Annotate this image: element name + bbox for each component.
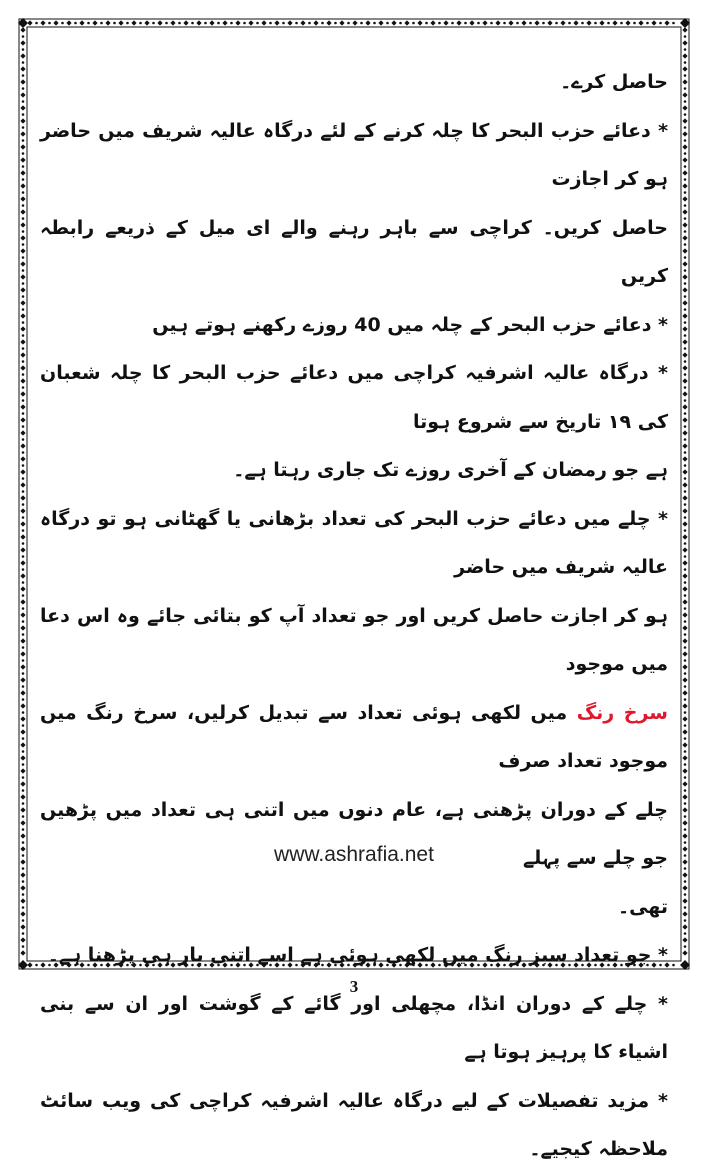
text-line: * چلے کے دوران انڈا، مچھلی اور گائے کے گوشت اور ان سے بنی اشیاء کا پرہیز ہوتا ہے (40, 992, 668, 1063)
text-line: حاصل کریں۔ کراچی سے باہر رہنے والے ای میل کے ذریعے رابطہ کریں (40, 216, 668, 287)
text-line: ہو کر اجازت حاصل کریں اور جو تعداد آپ کو بتائی جائے وہ اس دعا میں موجود (40, 604, 668, 675)
text-line: حاصل کرے۔ (560, 71, 668, 93)
text-line: * دعائے حزب البحر کے چلہ میں 40 روزے رکھنے ہوتے ہیں (152, 313, 668, 336)
text-line: چلے کے دوران پڑھنی ہے، عام دنوں میں اتنی ہی تعداد میں پڑھیں جو چلے سے پہلے (40, 798, 668, 869)
text-line: * مزید تفصیلات کے لیے درگاہ عالیہ اشرفیہ کراچی کی ویب سائٹ ملاحظہ کیجیے۔ (40, 1089, 668, 1160)
text-line: تھی۔ (617, 895, 668, 918)
website-url[interactable]: www.ashrafia.net (274, 843, 434, 866)
text-line: * جو تعداد سبز رنگ میں لکھی ہوئی ہے اسے اتنی بار ہی پڑھنا ہے۔ (47, 944, 668, 966)
body-text (40, 58, 668, 1174)
red-color-label: سرخ رنگ (576, 701, 668, 724)
text-line-rest: میں لکھی ہوئی تعداد سے تبدیل کرلیں، سرخ رنگ میں موجود تعداد صرف (40, 701, 668, 772)
text-line: ہے جو رمضان کے آخری روزے تک جاری رہتا ہے۔ (233, 459, 668, 481)
text-line: * چلے میں دعائے حزب البحر کی تعداد بڑھانی یا گھٹانی ہو تو درگاہ عالیہ شریف میں حاضر (40, 507, 668, 578)
text-line-with-highlight (40, 689, 668, 786)
page-number: 3 (349, 977, 359, 996)
text-line: * درگاہ عالیہ اشرفیہ کراچی میں دعائے حزب البحر کا چلہ شعبان کی ۱۹ تاریخ سے شروع ہوتا (40, 362, 668, 433)
text-line: * دعائے حزب البحر کا چلہ کرنے کے لئے درگاہ عالیہ شریف میں حاضر ہو کر اجازت (40, 119, 668, 190)
